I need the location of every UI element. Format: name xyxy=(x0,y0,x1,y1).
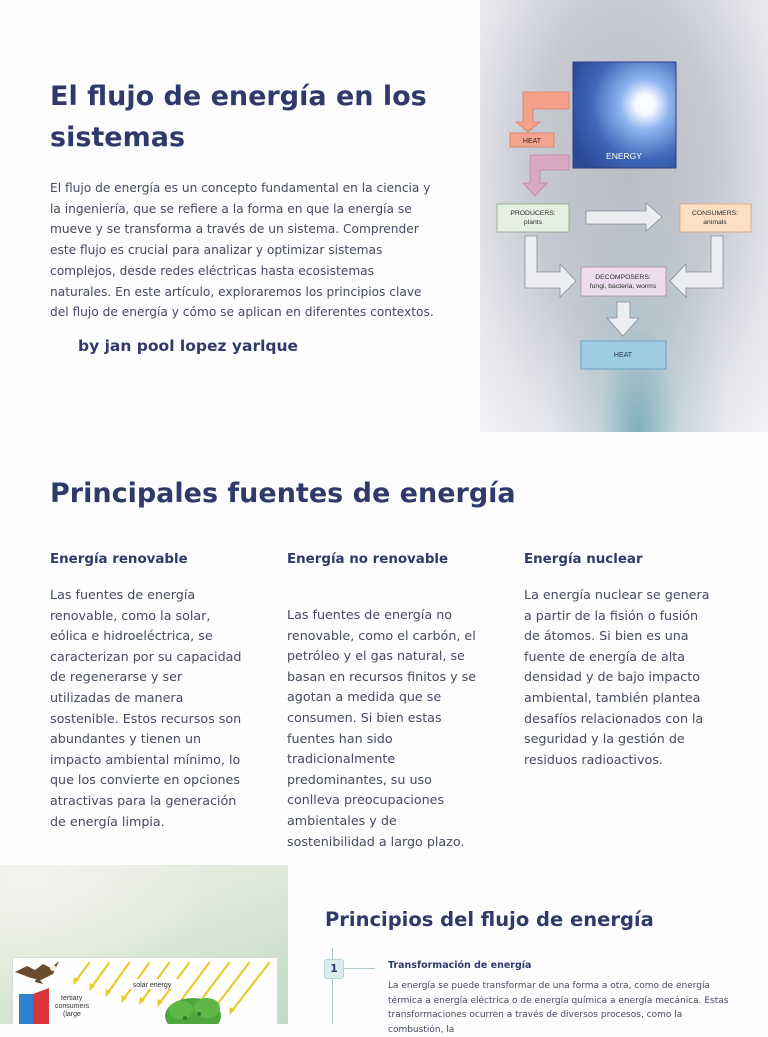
food-chain-image xyxy=(0,865,288,1024)
principles-section-title: Principios del flujo de energía xyxy=(325,908,654,931)
nuclear-text: La energía nuclear se genera a partir de la fisión o fusión de átomos. Si bien es una fuente de energía de alta densidad y de bajo impacto ambiental, también plantea desafíos relacionados con la seguridad y la gestión de residuos radioactivos. xyxy=(524,587,710,767)
renewable-text: Las fuentes de energía renovable, como la solar, eólica e hidroeléctrica, se caracterizan por su capacidad de regenerarse y ser utilizadas de manera sostenible. Estos recursos son abundantes y tienen un impacto ambiental mínimo, lo que los convierte en opciones atractivas para la generación de energía limpia. xyxy=(50,587,242,829)
producers-label-1: PRODUCERS: xyxy=(510,210,556,217)
heat-bottom-label: HEAT xyxy=(613,352,633,359)
timeline-connector xyxy=(343,968,375,969)
intro-paragraph: El flujo de energía es un concepto fundamental en la ciencia y la ingeniería, que se refiere a la forma en que la energía se mueve y se transforma a través de un sistema. Comprender este flujo es crucial para analizar y optimizar sistemas complejos, desde redes eléctricas hasta ecosistemas naturales. En este artículo, exploraremos los principios clave del flujo de energía y cómo se aplican en diferentes contextos. xyxy=(50,181,434,320)
renewable-heading: Energía renovable xyxy=(50,552,188,567)
decomposers-to-heat-arrow xyxy=(607,302,639,336)
producers-to-decomposers-arrow xyxy=(525,236,576,297)
food-chain-illustration xyxy=(13,958,277,1024)
consumers-label-2: animals xyxy=(703,219,727,226)
nuclear-heading: Energía nuclear xyxy=(524,552,643,567)
sources-section-title: Principales fuentes de energía xyxy=(50,478,516,509)
tertiary-label-1: tertiary xyxy=(61,995,83,1002)
page-title: El flujo de energía en los sistemas xyxy=(50,81,427,153)
renewable-column xyxy=(50,550,242,832)
tertiary-label-3: (large xyxy=(63,1011,81,1018)
step-text: La energía se puede transformar de una forma a otra, como de energía térmica a energía eléctrica o de energía química a energía mecánica. Estas transformaciones ocurren a través de diversos procesos, como la combustión, la xyxy=(388,981,729,1035)
energy-label: ENERGY xyxy=(606,151,642,161)
heat-arrow-top xyxy=(516,92,569,132)
tree-icon xyxy=(165,998,221,1024)
nonrenewable-text: Las fuentes de energía no renovable, como el carbón, el petróleo y el gas natural, se basan en recursos finitos y se agotan a medida que se consumen. Si bien estas fuentes han sido tradicionalmente predominantes, su uso conlleva preocupaciones ambientales y de sostenibilidad a largo plazo. xyxy=(287,607,477,849)
producers-to-consumers-arrow xyxy=(586,203,662,231)
hero-section xyxy=(0,0,768,432)
tertiary-label-2: consumers xyxy=(55,1003,90,1010)
producers-box xyxy=(497,204,569,232)
consumers-box xyxy=(680,204,751,232)
consumers-label-1: CONSUMERS: xyxy=(691,210,739,217)
eagle-icon xyxy=(15,961,59,984)
solar-energy-label: solar energy xyxy=(132,982,172,989)
sun-to-producers-arrow xyxy=(523,155,569,196)
nonrenewable-column xyxy=(287,550,479,852)
nuclear-column xyxy=(524,550,716,770)
step-title: Transformación de energía xyxy=(388,960,532,971)
consumer-level-block xyxy=(19,994,33,1024)
author-byline: by jan pool lopez yarlque xyxy=(78,337,299,355)
producers-label-2: plants xyxy=(523,219,543,226)
decomposers-label-1: DECOMPOSERS: xyxy=(595,274,651,281)
food-chain-card xyxy=(12,957,278,1024)
energy-flow-diagram-image xyxy=(480,0,768,432)
consumer-level-block-side xyxy=(33,988,49,1024)
heat-top-label: HEAT xyxy=(522,138,542,145)
decomposers-box xyxy=(581,267,666,296)
nonrenewable-heading: Energía no renovable xyxy=(287,552,449,567)
energy-flow-diagram xyxy=(480,0,768,432)
step-number-badge: 1 xyxy=(324,959,344,979)
consumers-to-decomposers-arrow xyxy=(670,236,723,297)
decomposers-label-2: fungi, bacteria, worms xyxy=(589,283,657,290)
